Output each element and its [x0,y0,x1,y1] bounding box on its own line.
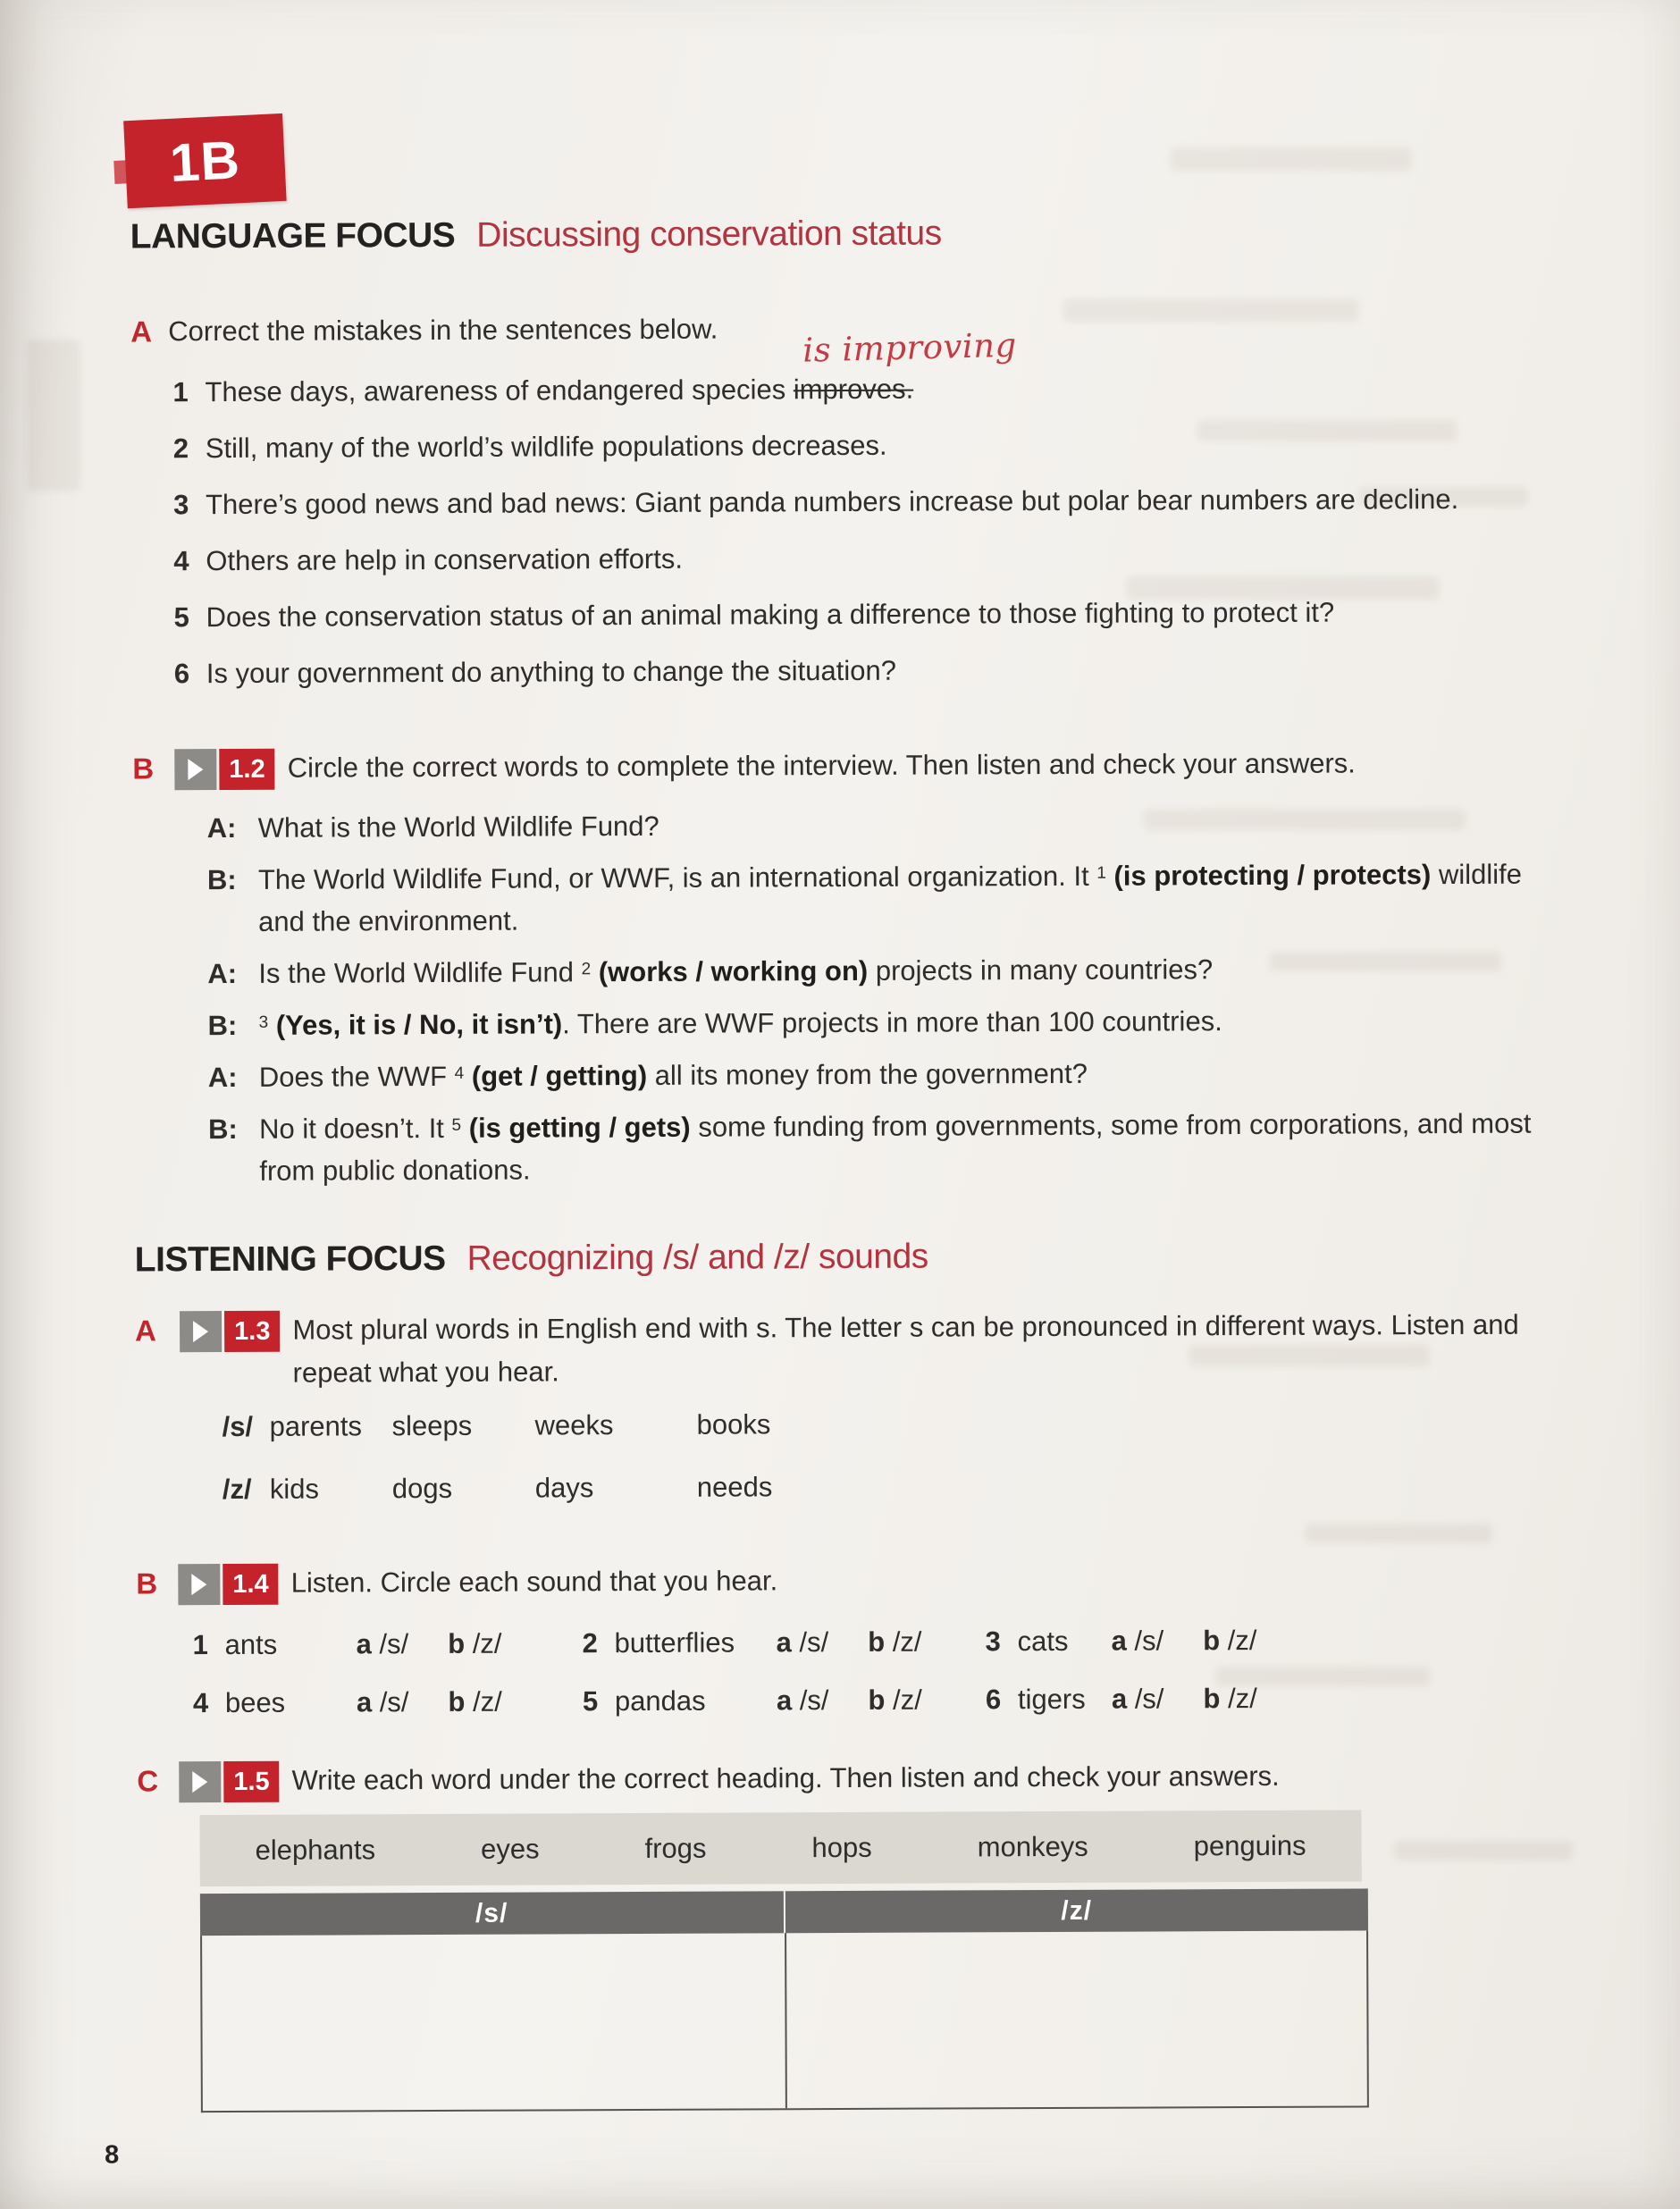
word-bank-word: penguins [1193,1829,1306,1862]
item-word: butterflies [614,1626,735,1659]
dialogue-text [258,811,659,844]
text-part: Is your government do anything to change the situation? [206,654,897,690]
sound-label: /s/ [222,1410,254,1443]
choice-b-sound: /z/ [1220,1682,1257,1715]
choice-a [1111,1625,1164,1657]
handwritten-correction: is improving [802,325,1018,370]
sound-example-word: needs [696,1471,773,1503]
unit-badge [123,113,286,208]
item-number: 5 [582,1685,599,1718]
sound-example-row [222,1408,772,1443]
audio-track-number: 1.5 [223,1761,280,1802]
text-part: Does the WWF [258,1060,455,1093]
choice-a-letter: a [776,1684,793,1717]
choice-a-letter: a [776,1626,792,1659]
text-part: These days, awareness of endangered species [205,374,794,408]
listening-a-label: A [135,1314,157,1348]
dialogue-speaker: B: [206,863,237,896]
audio-player-badge [180,1311,281,1352]
sentence-item [172,428,1603,465]
listening-a-header [135,1303,1579,1395]
text-part: improves. [793,373,914,406]
dialogue-speaker: B: [207,1009,238,1042]
text-part: Does the conservation status of an animal making a difference to those fighting to protect it? [206,596,1335,634]
dialogue-text [258,859,1522,937]
dialogue-text [259,1005,1222,1041]
audio-player-badge [178,1564,279,1605]
choice-a-letter: a [1111,1625,1127,1657]
choice-b [868,1686,921,1714]
choice-a [776,1684,829,1717]
exercise-a-label: A [130,315,153,349]
word-bank-word: frogs [644,1832,707,1864]
text-part: (get / getting) [471,1059,648,1092]
audio-track-number: 1.3 [224,1311,281,1352]
choice-b [448,1627,502,1659]
choice-a-sound: /s/ [1126,1625,1164,1657]
section-subtitle: Recognizing /s/ and /z/ sounds [466,1237,928,1278]
play-icon [180,1311,222,1352]
listening-b-label: B [136,1566,158,1600]
sentence-item [172,372,1602,406]
choice-b-letter: b [448,1627,466,1659]
choice-b-letter: b [868,1684,886,1716]
item-word: tigers [1017,1683,1086,1716]
dialogue-speaker: A: [206,811,237,844]
choice-b-sound: /z/ [885,1684,922,1716]
sentence-text [206,483,1458,520]
sound-example-word: days [534,1472,594,1504]
sentence-number: 5 [173,601,189,634]
table-body-empty[interactable] [200,1930,1369,2112]
interview-dialogue [207,802,1551,1203]
text-part: Is the World Wildlife Fund [258,956,582,989]
text-part: (is protecting / protects) [1113,859,1432,892]
sentence-item [173,541,1603,575]
choice-b [448,1685,502,1718]
choice-a-sound: /s/ [1127,1683,1164,1715]
sound-example-word: weeks [534,1409,614,1441]
choice-a [776,1626,829,1659]
text-part: . There are WWF projects in more than 100 countries. [562,1005,1222,1040]
choice-b-letter: b [448,1685,466,1718]
word-bank-word: elephants [255,1834,376,1866]
choice-b [1203,1624,1257,1657]
listening-c-header [137,1754,1519,1805]
sound-example-word: sleeps [391,1409,473,1442]
sound-choice-items [193,1625,1588,1747]
dialogue-text [259,1108,1531,1187]
sentence-text [206,597,1335,634]
text-part: Others are help in conservation efforts. [206,542,684,577]
sentence-number: 6 [173,658,190,690]
choice-b-sound: /z/ [465,1685,502,1718]
choice-a-letter: a [1111,1683,1128,1715]
dialogue-speaker: A: [207,957,238,990]
play-icon [179,1761,221,1802]
section-title: LISTENING FOCUS [134,1239,446,1280]
exercise-b-instruction: Circle the correct words to complete the interview. Then listen and check your answers. [287,747,1356,784]
listening-b-header [136,1557,1429,1607]
choice-a-letter: a [356,1686,373,1718]
text-part [461,1113,469,1144]
dialogue-line [208,1103,1550,1193]
word-bank-word: monkeys [977,1830,1088,1863]
item-number: 2 [582,1627,598,1659]
superscript-number: 5 [451,1115,462,1135]
sound-example-row [222,1471,773,1506]
text-part: The World Wildlife Fund, or WWF, is an international organization. It [257,860,1097,895]
dialogue-speaker: B: [208,1113,238,1146]
dialogue-line [207,853,1550,944]
sound-example-word: parents [269,1410,363,1442]
text-part: all its money from the government? [647,1057,1088,1091]
dialogue-line [207,947,1550,995]
choice-a [357,1630,409,1658]
word-bank [199,1810,1361,1886]
text-part: What is the World Wildlife Fund? [257,810,659,844]
text-part: projects in many countries? [868,953,1214,987]
table-header-row [200,1888,1368,1936]
choice-b-letter: b [1203,1683,1221,1715]
superscript-number: 1 [1096,863,1106,883]
superscript-number: 3 [258,1012,269,1032]
item-number: 1 [192,1629,208,1661]
sound-choice-item [985,1682,1379,1716]
listening-c-instruction: Write each word under the correct heading. Then listen and check your answers. [291,1760,1280,1796]
sound-choice-item [582,1684,986,1718]
sentence-text [206,543,683,576]
item-word: cats [1017,1625,1069,1658]
exercise-b-header [132,741,1568,792]
text-part [1106,861,1114,892]
exercise-a-instruction: Correct the mistakes in the sentences below. [168,313,718,348]
dialogue-line [208,1051,1550,1099]
play-icon [178,1564,220,1605]
audio-player-badge [174,749,275,790]
exercise-b-label: B [132,752,155,785]
choice-a-sound: /s/ [371,1628,409,1660]
sound-choice-item [583,1627,986,1657]
dialogue-text [258,953,1213,989]
sound-example-rows [222,1410,772,1538]
choice-a-sound: /s/ [792,1684,829,1717]
sentence-item [173,653,1604,690]
sentence-text [206,655,896,689]
item-word: bees [224,1686,286,1719]
sound-example-word: dogs [391,1472,453,1505]
text-part: (Yes, it is / No, it isn’t) [275,1008,563,1041]
text-part: (is getting / gets) [468,1111,691,1144]
sentence-number: 3 [172,489,189,521]
dialogue-line [208,999,1550,1047]
text-part: wildlife and the environment. [258,858,1523,937]
sentence-number: 4 [173,545,189,577]
text-part: Still, many of the world’s wildlife populations decreases. [205,429,887,465]
text-part: No it doesn’t. It [259,1112,452,1145]
table-header-s: /s/ [200,1891,785,1936]
sound-example-word: kids [269,1473,320,1505]
sentence-number: 2 [172,433,189,465]
sound-choice-item [985,1624,1379,1658]
word-bank-word: eyes [481,1833,540,1865]
choice-b-letter: b [1203,1625,1221,1657]
play-icon [174,749,216,790]
sound-choice-item [193,1629,583,1659]
word-bank-word: hops [811,1831,872,1864]
choice-a [357,1688,409,1716]
unit-badge-label: 1B [168,129,242,193]
item-number: 4 [192,1687,209,1719]
listening-a-instruction: Most plural words in English end with s. The letter s can be pronounced in different ways. Listen and repeat what you hear. [292,1308,1519,1389]
choice-a-sound: /s/ [372,1686,409,1718]
item-word: pandas [614,1684,706,1718]
dialogue-speaker: A: [207,1061,238,1094]
text-part: There’s good news and bad news: Giant panda numbers increase but polar bear numbers are decline. [205,483,1459,521]
sound-example-word: books [696,1408,771,1440]
text-part [464,1061,472,1092]
choice-b-sound: /z/ [885,1625,922,1658]
sound-label: /z/ [222,1473,252,1506]
audio-player-badge [179,1761,280,1802]
audio-track-number: 1.2 [219,749,275,790]
sentence-number: 1 [172,376,189,408]
choice-a-sound: /s/ [791,1626,829,1659]
choice-b [868,1625,922,1658]
item-word: ants [224,1628,278,1661]
table-header-z: /z/ [1061,1895,1093,1926]
section-subtitle: Discussing conservation status [476,214,942,255]
sentence-list [172,372,1604,716]
superscript-number: 2 [581,960,592,979]
listening-c-label: C [137,1764,159,1798]
superscript-number: 4 [454,1063,465,1083]
dialogue-line [207,802,1550,850]
listening-focus-heading [135,1238,928,1281]
dialogue-text [259,1058,1088,1093]
sound-sorting-table [200,1888,1369,2112]
language-focus-heading [130,214,942,256]
section-title: LANGUAGE FOCUS [130,215,456,256]
sentence-text [205,374,913,407]
choice-b [1203,1682,1257,1715]
text-part: (works / working on) [598,954,869,988]
choice-b-sound: /z/ [1220,1624,1257,1657]
page-number: 8 [105,2140,120,2170]
audio-track-number: 1.4 [223,1564,279,1605]
sentence-text [206,430,887,464]
choice-a [1111,1683,1164,1715]
choice-b-sound: /z/ [465,1627,502,1659]
choice-a-letter: a [356,1628,372,1660]
sentence-item [173,596,1604,634]
listening-b-instruction: Listen. Circle each sound that you hear. [290,1565,778,1599]
sound-choice-item [193,1687,583,1717]
text-part: some funding from governments, some from corporations, and most from public donations. [259,1107,1532,1187]
choice-b-letter: b [868,1625,886,1658]
sentence-item [172,483,1603,521]
item-number: 3 [985,1625,1001,1658]
item-number: 6 [985,1684,1002,1716]
